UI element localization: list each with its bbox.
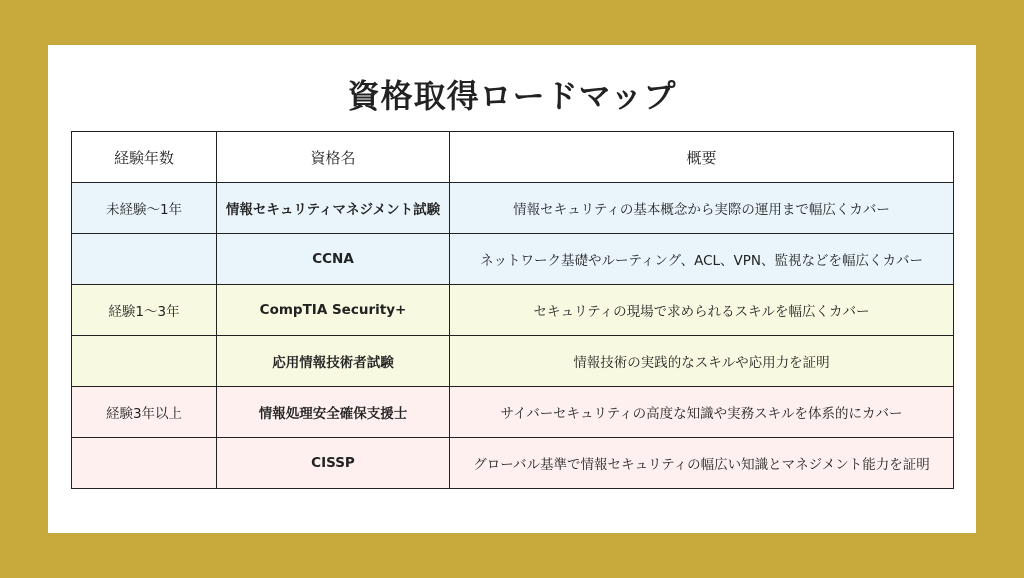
certification-cell: CISSP [217, 438, 450, 489]
certification-cell: CCNA [217, 234, 450, 285]
roadmap-card [48, 45, 976, 533]
header-overview: 概要 [450, 132, 954, 183]
certification-cell: 情報セキュリティマネジメント試験 [217, 183, 450, 234]
experience-cell: 経験3年以上 [72, 387, 217, 438]
certification-cell: 応用情報技術者試験 [217, 336, 450, 387]
overview-cell: 情報技術の実践的なスキルや応用力を証明 [450, 336, 954, 387]
overview-cell: ネットワーク基礎やルーティング、ACL、VPN、監視などを幅広くカバー [450, 234, 954, 285]
experience-cell: 未経験〜1年 [72, 183, 217, 234]
roadmap-table [71, 131, 954, 489]
table-row [72, 387, 954, 438]
table-row [72, 234, 954, 285]
header-certification: 資格名 [217, 132, 450, 183]
table-row [72, 285, 954, 336]
certification-cell: 情報処理安全確保支援士 [217, 387, 450, 438]
certification-cell: CompTIA Security+ [217, 285, 450, 336]
overview-cell: サイバーセキュリティの高度な知識や実務スキルを体系的にカバー [450, 387, 954, 438]
experience-cell [72, 336, 217, 387]
table-header-row [72, 132, 954, 183]
table-row [72, 183, 954, 234]
overview-cell: セキュリティの現場で求められるスキルを幅広くカバー [450, 285, 954, 336]
table-row [72, 336, 954, 387]
table-row [72, 438, 954, 489]
overview-cell: グローバル基準で情報セキュリティの幅広い知識とマネジメント能力を証明 [450, 438, 954, 489]
overview-cell: 情報セキュリティの基本概念から実際の運用まで幅広くカバー [450, 183, 954, 234]
experience-cell [72, 438, 217, 489]
experience-cell [72, 234, 217, 285]
header-experience: 経験年数 [72, 132, 217, 183]
page-title: 資格取得ロードマップ [347, 77, 677, 115]
experience-cell: 経験1〜3年 [72, 285, 217, 336]
